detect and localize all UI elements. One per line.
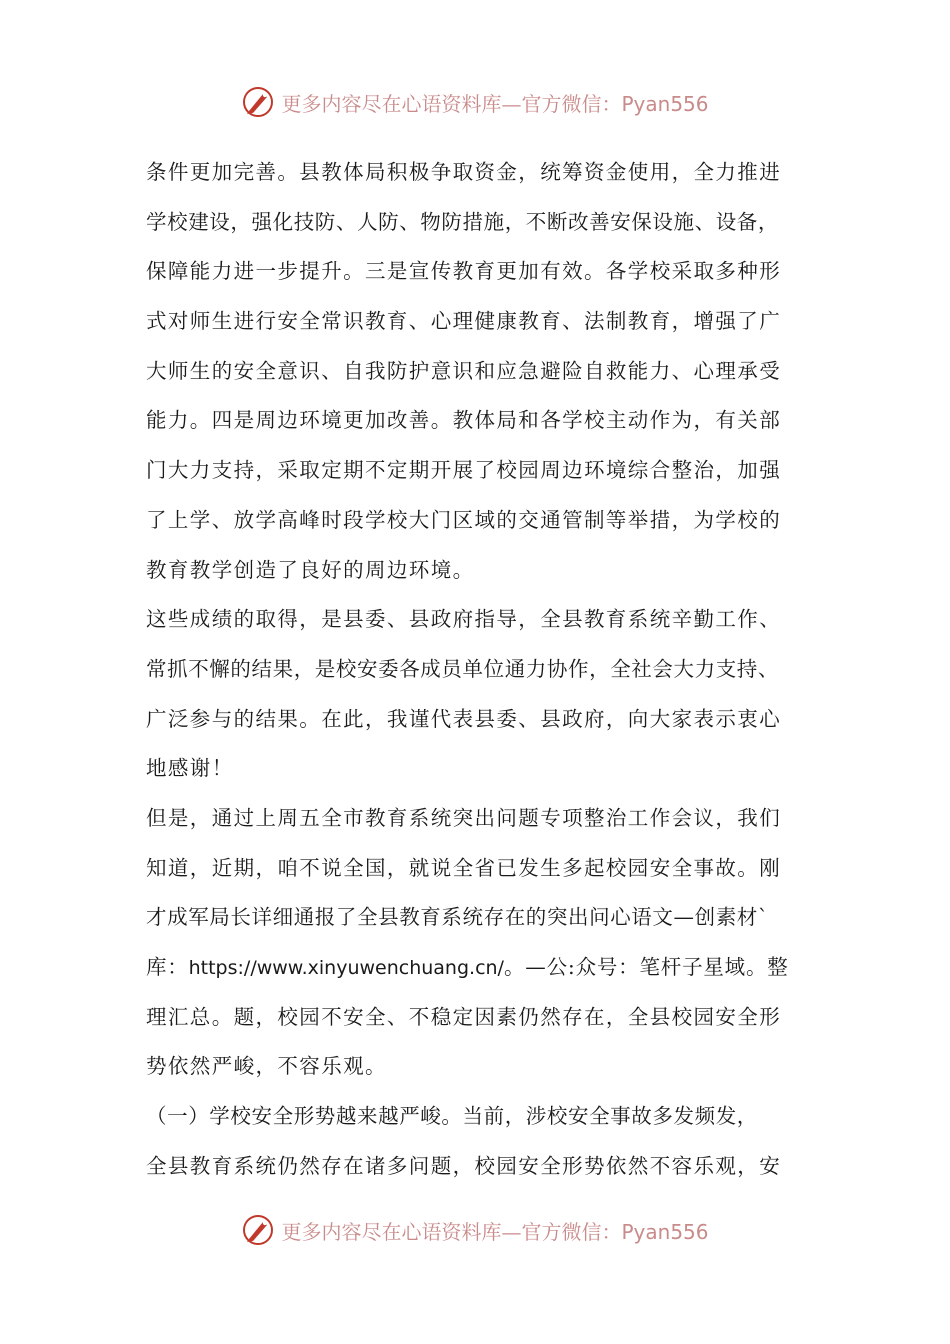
text-line: 条件更加完善。县教体局积极争取资金，统筹资金使用，全力推进	[146, 160, 782, 184]
text-line: 势依然严峻，不容乐观。	[146, 1054, 387, 1079]
text-line: 门大力支持，采取定期不定期开展了校园周边环境综合整治，加强	[146, 458, 782, 483]
text-line: 学校建设，强化技防、人防、物防措施，不断改善安保设施、设备，	[146, 209, 779, 234]
pen-logo-icon	[241, 85, 275, 119]
text-line: 式对师生进行安全常识教育、心理健康教育、法制教育，增强了广	[146, 309, 782, 334]
text-line: 保障能力进一步提升。三是宣传教育更加有效。各学校采取多种形	[146, 259, 782, 284]
footer-banner	[0, 1208, 950, 1252]
text-line: 了上学、放学高峰时段学校大门区域的交通管制等举措，为学校的	[146, 507, 782, 532]
website-link[interactable]: https://www.xinyuwenchuang.cn/	[188, 957, 504, 979]
url-line-prefix: 库：	[146, 955, 189, 979]
header-brand-label: 更多内容尽在心语资料库—官方微信：	[281, 91, 622, 116]
text-line: 大师生的安全意识、自我防护意识和应急避险自救能力、心理承受	[146, 358, 782, 383]
text-line: 才成军局长详细通报了全县教育系统存在的突出问心语文—创素材`	[146, 905, 769, 930]
footer-brand-text	[281, 1216, 708, 1245]
text-line: 地感谢！	[146, 756, 234, 781]
header-wechat-id: Pyan556	[621, 91, 709, 116]
footer-brand-label: 更多内容尽在心语资料库—官方微信：	[281, 1219, 622, 1244]
text-line: 理汇总。题，校园不安全、不稳定因素仍然存在，全县校园安全形	[146, 1004, 782, 1029]
pen-logo-icon	[241, 1213, 275, 1247]
text-line: 知道，近期，咱不说全国，就说全省已发生多起校园安全事故。刚	[146, 855, 782, 880]
text-line: 这些成绩的取得，是县委、县政府指导，全县教育系统辛勤工作、	[146, 607, 782, 632]
url-text-line	[146, 943, 832, 993]
text-line: 广泛参与的结果。在此，我谨代表县委、县政府，向大家表示衷心	[146, 706, 782, 731]
text-line: 但是，通过上周五全市教育系统突出问题专项整治工作会议，我们	[146, 805, 782, 830]
footer-wechat-id: Pyan556	[621, 1219, 709, 1244]
body-text	[146, 148, 832, 1191]
text-line: 常抓不懈的结果，是校安委各成员单位通力协作，全社会大力支持、	[146, 656, 779, 681]
text-line: 全县教育系统仍然存在诸多问题，校园安全形势依然不容乐观，安	[146, 1153, 782, 1178]
url-line-suffix: 。—公:众号：笔杆子星域。整	[503, 955, 789, 979]
header-brand-text	[281, 88, 708, 117]
header-banner	[0, 80, 950, 124]
text-line: 能力。四是周边环境更加改善。教体局和各学校主动作为，有关部	[146, 408, 782, 433]
text-line: 教育教学创造了良好的周边环境。	[146, 557, 475, 582]
text-line: （一）学校安全形势越来越严峻。当前，涉校安全事故多发频发，	[146, 1104, 758, 1129]
